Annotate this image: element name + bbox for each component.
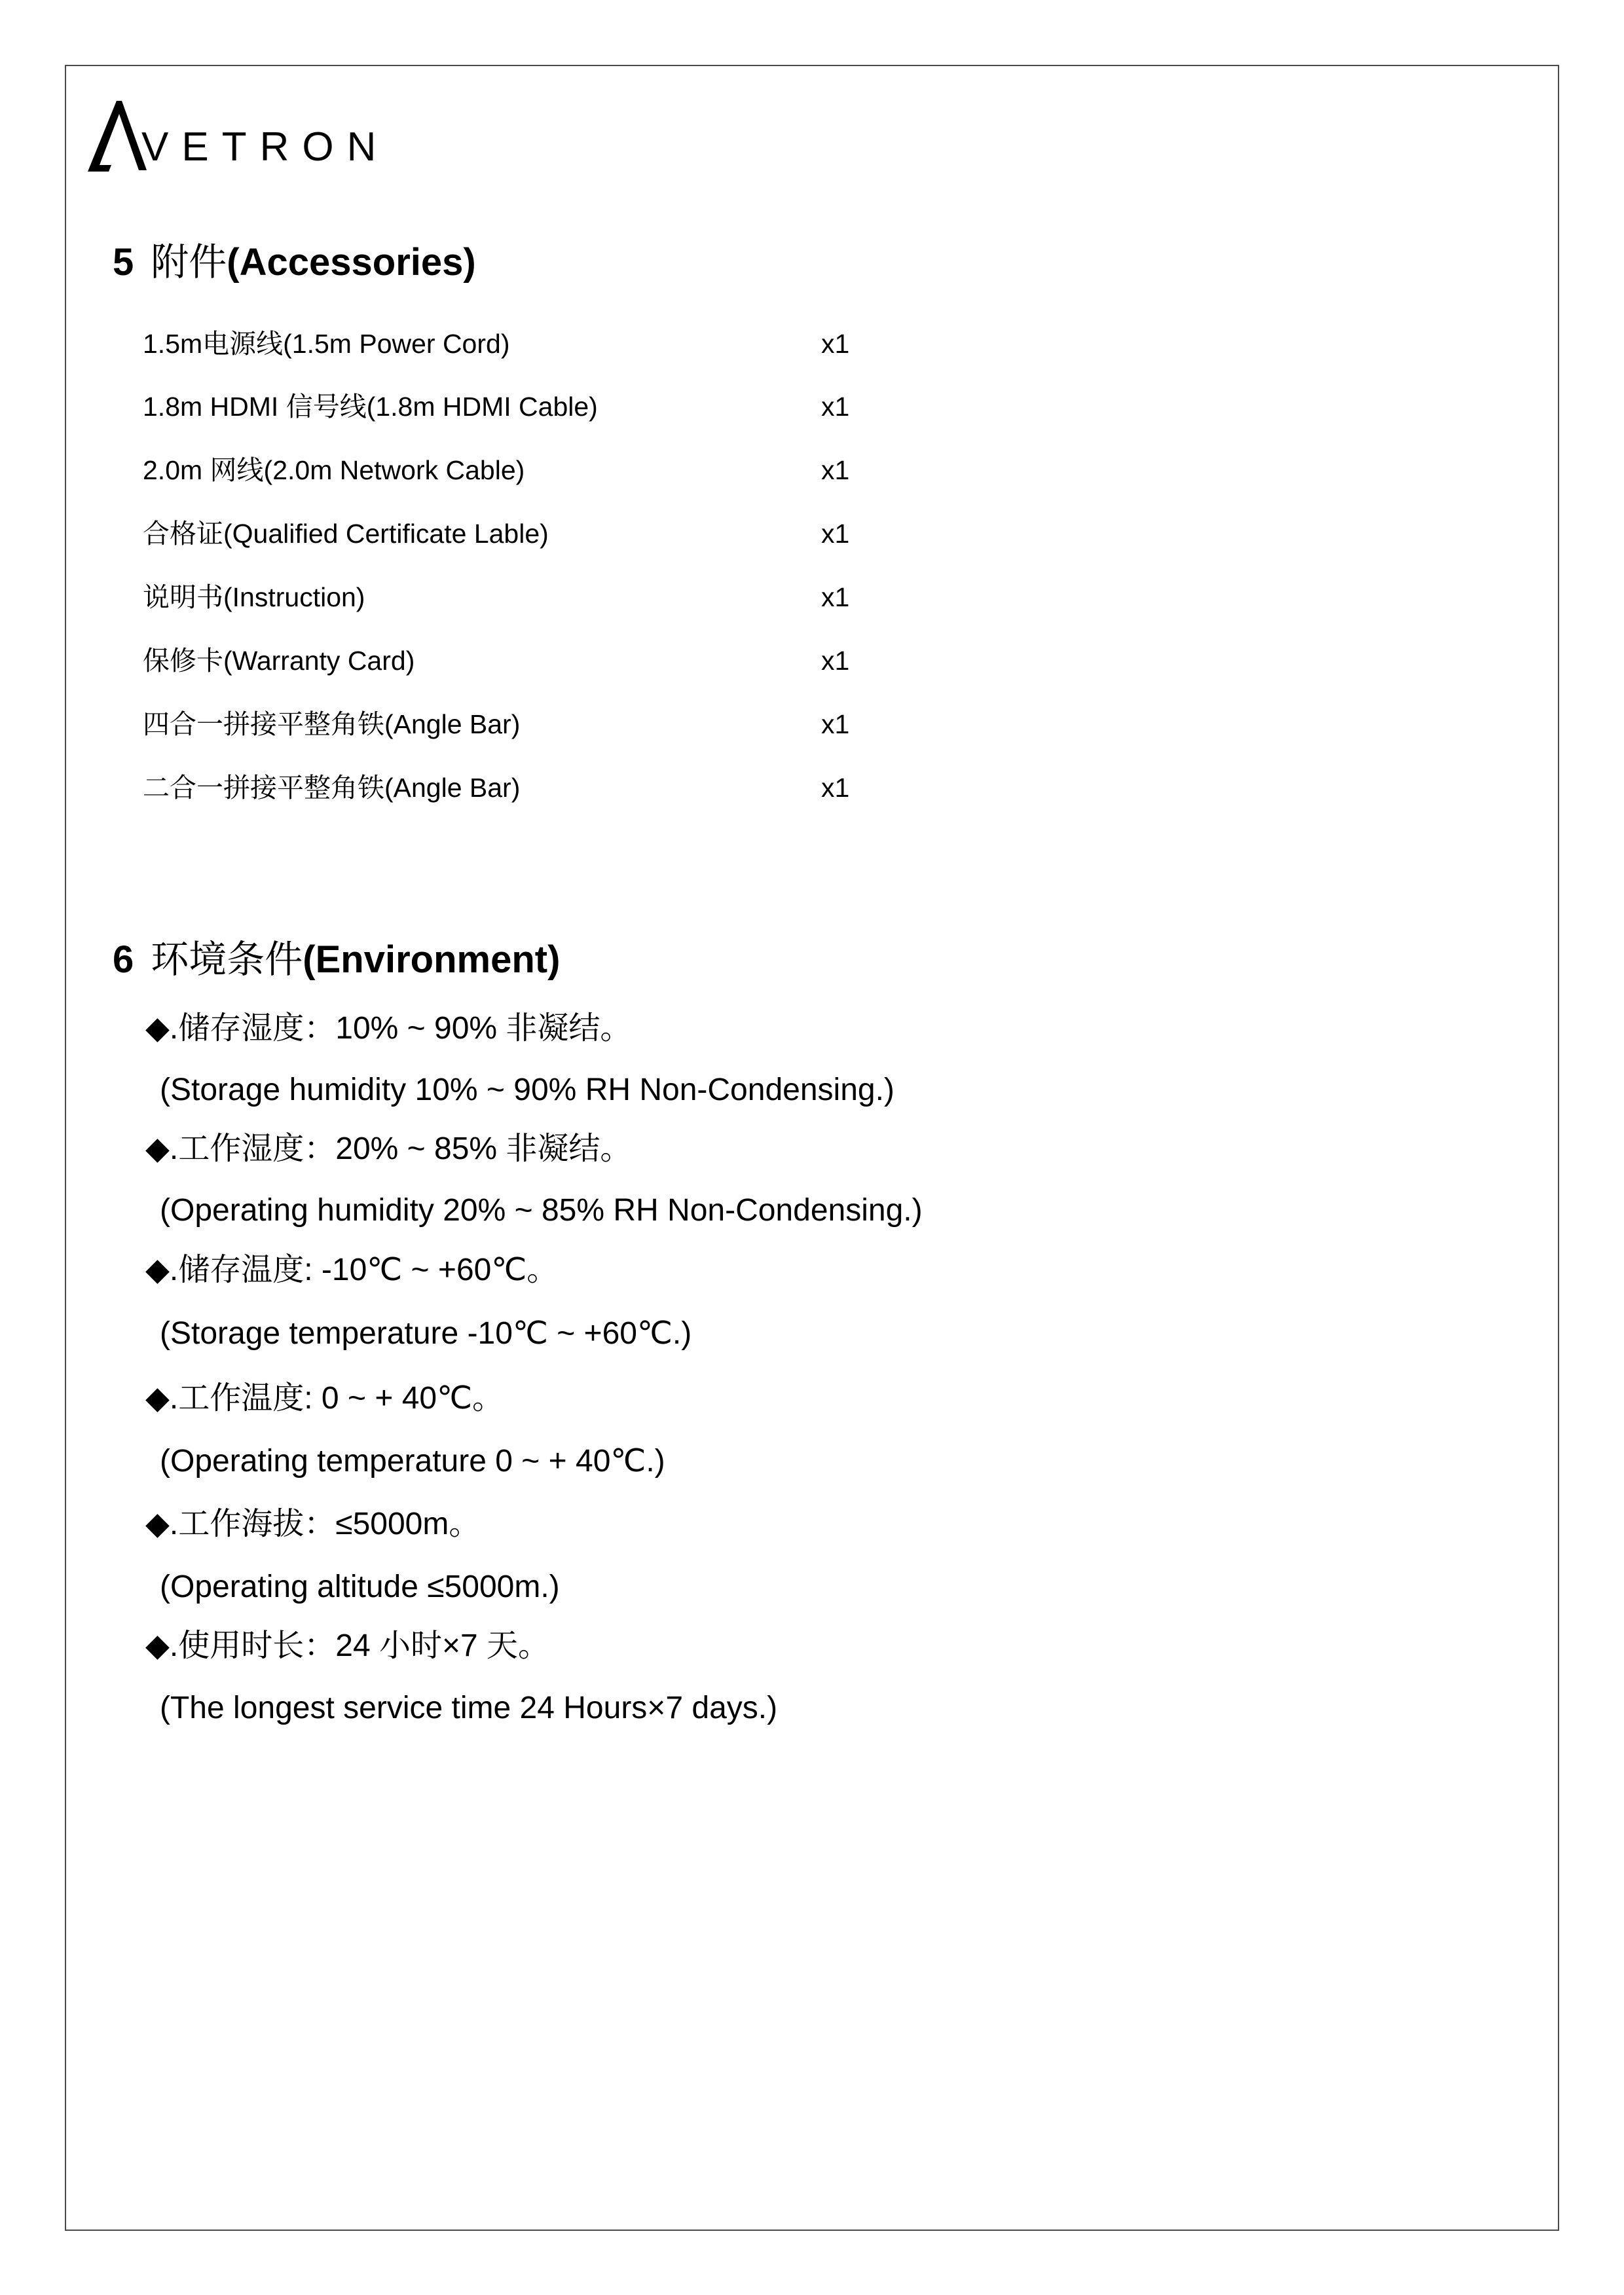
env-item-storage-temperature: ◆.储存温度: -10℃ ~ +60℃。 — [145, 1253, 559, 1287]
accessory-qty: x1 — [821, 519, 850, 549]
accessory-row — [143, 641, 929, 680]
env-item-service-time-en: (The longest service time 24 Hours×7 days.) — [160, 1691, 778, 1725]
logo-triangle-icon — [88, 98, 147, 172]
env-item-operating-humidity-en: (Operating humidity 20% ~ 85% RH Non-Condensing.) — [160, 1193, 923, 1228]
accessory-name: 四合一拼接平整角铁(Angle Bar) — [143, 709, 521, 739]
accessory-name: 2.0m 网线(2.0m Network Cable) — [143, 455, 525, 485]
accessory-name: 1.8m HDMI 信号线(1.8m HDMI Cable) — [143, 392, 598, 422]
section-title-en: (Environment) — [303, 938, 561, 981]
section-title-zh: 环境条件 — [151, 937, 303, 982]
accessory-name: 二合一拼接平整角铁(Angle Bar) — [143, 773, 521, 803]
accessory-row — [143, 578, 929, 617]
section-number: 6 — [113, 938, 134, 981]
env-item-operating-altitude-en: (Operating altitude ≤5000m.) — [160, 1570, 560, 1604]
accessory-name: 合格证(Qualified Certificate Lable) — [143, 519, 549, 549]
accessory-qty: x1 — [821, 709, 850, 739]
accessory-row — [143, 450, 929, 490]
env-item-operating-temperature: ◆.工作温度: 0 ~ + 40℃。 — [145, 1381, 504, 1416]
accessory-row — [143, 324, 929, 363]
accessory-name: 1.5m电源线(1.5m Power Cord) — [143, 329, 510, 359]
accessory-qty: x1 — [821, 646, 850, 676]
accessory-qty: x1 — [821, 582, 850, 612]
accessory-qty: x1 — [821, 773, 850, 803]
accessory-row — [143, 514, 929, 553]
env-item-service-time: ◆.使用时长：24 小时×7 天。 — [145, 1628, 550, 1663]
accessory-name: 说明书(Instruction) — [143, 582, 365, 612]
section-heading-accessories — [113, 240, 476, 284]
accessory-row — [143, 768, 929, 807]
env-item-operating-temperature-en: (Operating temperature 0 ~ + 40℃.) — [160, 1444, 665, 1478]
section-heading-environment — [113, 937, 561, 982]
section-number: 5 — [113, 241, 134, 284]
env-item-operating-altitude: ◆.工作海拔：≤5000m。 — [145, 1507, 481, 1541]
accessory-qty: x1 — [821, 455, 850, 485]
env-item-storage-humidity-en: (Storage humidity 10% ~ 90% RH Non-Condensing.) — [160, 1073, 895, 1107]
logo-wordmark: VETRON — [141, 124, 390, 170]
accessory-row — [143, 387, 929, 426]
env-item-operating-humidity: ◆.工作湿度：20% ~ 85% 非凝结。 — [145, 1131, 632, 1166]
accessory-qty: x1 — [821, 392, 850, 422]
section-title-en: (Accessories) — [227, 241, 476, 284]
accessory-row — [143, 705, 929, 744]
section-title-zh: 附件 — [151, 240, 227, 284]
accessory-qty: x1 — [821, 329, 850, 359]
env-item-storage-humidity: ◆.储存湿度：10% ~ 90% 非凝结。 — [145, 1011, 632, 1046]
env-item-storage-temperature-en: (Storage temperature -10℃ ~ +60℃.) — [160, 1316, 692, 1351]
company-logo — [88, 98, 389, 177]
accessory-name: 保修卡(Warranty Card) — [143, 646, 415, 676]
